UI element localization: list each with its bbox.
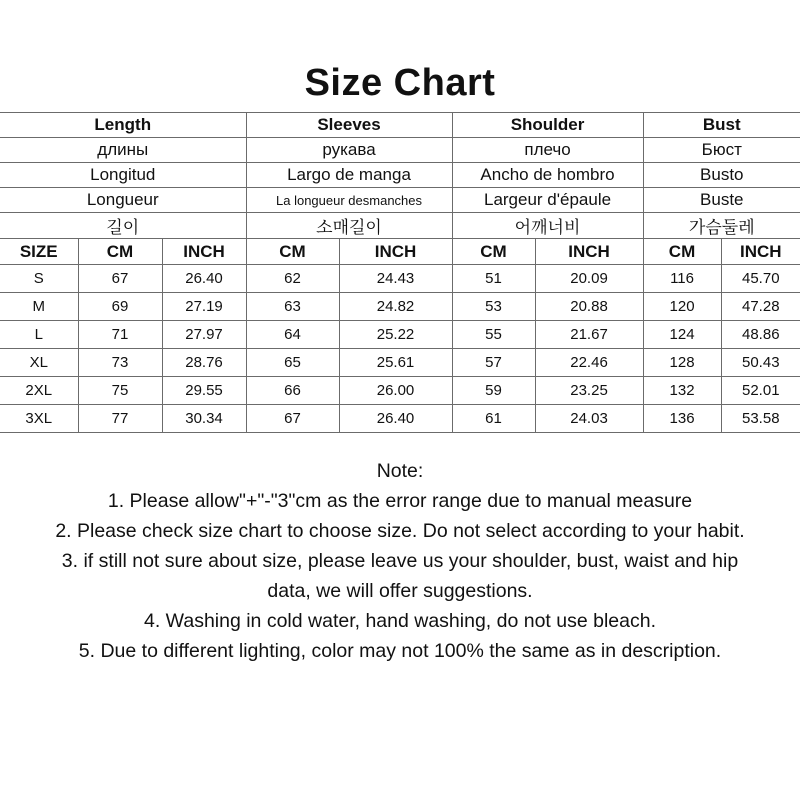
table-cell: 28.76 — [162, 349, 246, 377]
header-length-ko: 길이 — [0, 213, 246, 239]
table-cell: 124 — [643, 321, 721, 349]
table-cell: 27.97 — [162, 321, 246, 349]
header-shoulder-es: Ancho de hombro — [452, 163, 643, 188]
header-sleeves-ru: рукава — [246, 138, 452, 163]
table-cell: 24.82 — [339, 293, 452, 321]
table-cell: 116 — [643, 265, 721, 293]
header-bust-ru: Бюст — [643, 138, 800, 163]
table-row — [0, 377, 800, 405]
column-header: CM — [78, 239, 162, 265]
table-row — [0, 349, 800, 377]
table-cell: 55 — [452, 321, 535, 349]
column-header: CM — [643, 239, 721, 265]
header-bust-es: Busto — [643, 163, 800, 188]
header-shoulder-ru: плечо — [452, 138, 643, 163]
header-length: Length — [0, 113, 246, 138]
note-line: 5. Due to different lighting, color may not 100% the same as in description. — [78, 640, 722, 662]
page-title: Size Chart — [304, 62, 496, 104]
table-row — [0, 293, 800, 321]
table-cell: 45.70 — [721, 265, 800, 293]
table-cell: 51 — [452, 265, 535, 293]
table-cell: 136 — [643, 405, 721, 433]
column-header: SIZE — [0, 239, 78, 265]
column-header: INCH — [339, 239, 452, 265]
header-sleeves-fr: La longueur desmanches — [246, 188, 452, 213]
note-line: 3. if still not sure about size, please leave us your shoulder, bust, waist and hip — [61, 550, 739, 572]
header-bust-ko: 가슴둘레 — [643, 213, 800, 239]
table-cell: 66 — [246, 377, 339, 405]
header-length-es: Longitud — [0, 163, 246, 188]
table-cell: 67 — [246, 405, 339, 433]
table-cell: 25.22 — [339, 321, 452, 349]
table-cell: 75 — [78, 377, 162, 405]
table-cell: 24.43 — [339, 265, 452, 293]
header-bust: Bust — [643, 113, 800, 138]
table-cell: 53.58 — [721, 405, 800, 433]
table-cell: 120 — [643, 293, 721, 321]
header-row-spanish — [0, 163, 800, 188]
table-cell: 53 — [452, 293, 535, 321]
note-line: 2. Please check size chart to choose size. Do not select according to your habit. — [55, 520, 745, 542]
table-cell: 71 — [78, 321, 162, 349]
notes-heading: Note: — [376, 460, 424, 482]
table-row — [0, 265, 800, 293]
table-cell: 59 — [452, 377, 535, 405]
header-row-russian — [0, 138, 800, 163]
header-row-english — [0, 113, 800, 138]
note-line: 1. Please allow"+"-"3"cm as the error range due to manual measure — [107, 490, 693, 512]
table-cell: 30.34 — [162, 405, 246, 433]
table-cell: 3XL — [0, 405, 78, 433]
table-cell: 20.09 — [535, 265, 643, 293]
note-line: 4. Washing in cold water, hand washing, do not use bleach. — [143, 610, 657, 632]
header-shoulder-ko: 어깨너비 — [452, 213, 643, 239]
notes-section — [0, 456, 800, 666]
table-cell: 29.55 — [162, 377, 246, 405]
note-line: data, we will offer suggestions. — [267, 580, 533, 602]
table-cell: 27.19 — [162, 293, 246, 321]
table-cell: 21.67 — [535, 321, 643, 349]
table-cell: 50.43 — [721, 349, 800, 377]
header-row-french — [0, 188, 800, 213]
table-cell: 26.40 — [339, 405, 452, 433]
table-cell: M — [0, 293, 78, 321]
size-chart-table — [0, 112, 800, 433]
header-length-fr: Longueur — [0, 188, 246, 213]
table-cell: 23.25 — [535, 377, 643, 405]
table-cell: 26.00 — [339, 377, 452, 405]
table-cell: 63 — [246, 293, 339, 321]
column-header: CM — [246, 239, 339, 265]
table-cell: 73 — [78, 349, 162, 377]
table-cell: 24.03 — [535, 405, 643, 433]
table-cell: 132 — [643, 377, 721, 405]
table-cell: 128 — [643, 349, 721, 377]
table-cell: S — [0, 265, 78, 293]
table-cell: 67 — [78, 265, 162, 293]
table-cell: XL — [0, 349, 78, 377]
column-header-row — [0, 239, 800, 265]
header-bust-fr: Buste — [643, 188, 800, 213]
table-cell: 25.61 — [339, 349, 452, 377]
table-cell: 47.28 — [721, 293, 800, 321]
column-header: INCH — [162, 239, 246, 265]
table-cell: 26.40 — [162, 265, 246, 293]
table-row — [0, 405, 800, 433]
table-cell: 64 — [246, 321, 339, 349]
header-row-korean — [0, 213, 800, 239]
table-cell: 77 — [78, 405, 162, 433]
table-row — [0, 321, 800, 349]
header-sleeves-ko: 소매길이 — [246, 213, 452, 239]
table-cell: 62 — [246, 265, 339, 293]
table-cell: 65 — [246, 349, 339, 377]
column-header: INCH — [535, 239, 643, 265]
table-cell: 22.46 — [535, 349, 643, 377]
table-cell: L — [0, 321, 78, 349]
table-cell: 48.86 — [721, 321, 800, 349]
column-header: CM — [452, 239, 535, 265]
table-cell: 61 — [452, 405, 535, 433]
table-cell: 57 — [452, 349, 535, 377]
header-length-ru: длины — [0, 138, 246, 163]
column-header: INCH — [721, 239, 800, 265]
table-cell: 52.01 — [721, 377, 800, 405]
table-cell: 69 — [78, 293, 162, 321]
header-sleeves: Sleeves — [246, 113, 452, 138]
table-cell: 20.88 — [535, 293, 643, 321]
header-shoulder: Shoulder — [452, 113, 643, 138]
header-shoulder-fr: Largeur d'épaule — [452, 188, 643, 213]
table-cell: 2XL — [0, 377, 78, 405]
header-sleeves-es: Largo de manga — [246, 163, 452, 188]
